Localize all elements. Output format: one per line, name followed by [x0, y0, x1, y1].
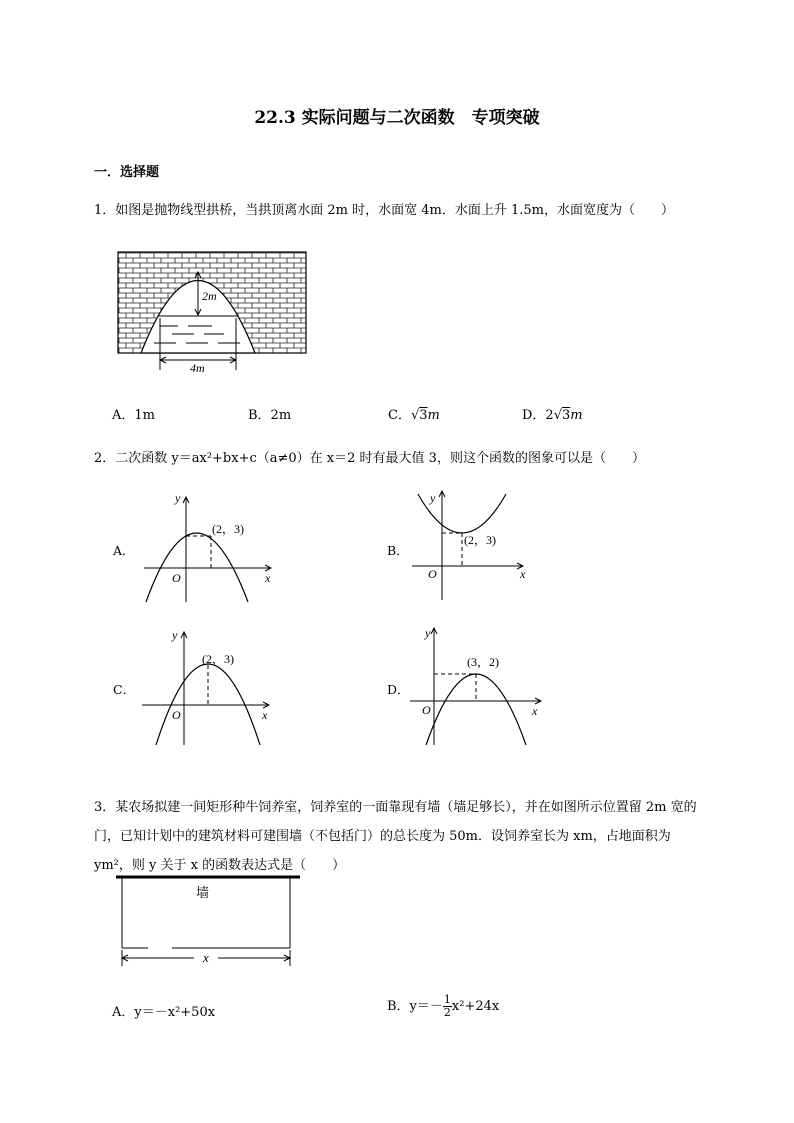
- q2-option-a-label[interactable]: A．: [113, 543, 135, 558]
- q2-option-c-label[interactable]: C．: [113, 682, 136, 697]
- q1-option-c-unit: m: [427, 408, 440, 423]
- origin-label: O: [428, 567, 437, 581]
- q3-option-a[interactable]: A．y＝－x²+50x: [112, 1005, 216, 1020]
- q3-option-b-prefix: B．y＝－: [387, 999, 443, 1014]
- y-axis-label: y: [175, 491, 181, 505]
- origin-label: O: [172, 708, 181, 722]
- length-label: x: [203, 950, 209, 965]
- vertex-label: (2，3): [212, 522, 244, 536]
- q1-option-b[interactable]: B．2m: [248, 408, 292, 423]
- x-axis-label: x: [532, 704, 538, 718]
- q2-graph-c[interactable]: [138, 627, 278, 745]
- pen-diagram: [112, 870, 304, 970]
- vertex-label: (2，3): [202, 652, 234, 666]
- width-label: 4m: [190, 361, 205, 375]
- x-axis-label: x: [520, 567, 526, 581]
- q1-option-d-label: D．2: [522, 408, 554, 423]
- x-axis-label: x: [262, 708, 268, 722]
- height-label: 2m: [202, 289, 217, 303]
- arch-bridge-figure: [112, 248, 312, 378]
- y-axis-label: y: [430, 491, 436, 505]
- q2-option-d-label[interactable]: D．: [387, 682, 410, 697]
- section-heading: 一．选择题: [94, 165, 160, 180]
- vertex-label: (2，3): [464, 533, 496, 547]
- origin-label: O: [172, 571, 181, 585]
- q2-option-b-label[interactable]: B．: [387, 543, 409, 558]
- fraction-numerator: 1: [443, 993, 451, 1006]
- y-axis-label: y: [172, 628, 178, 642]
- q1-option-c[interactable]: [388, 404, 440, 423]
- question-3-text: 3．某农场拟建一间矩形种牛饲养室，饲养室的一面靠现有墙（墙足够长），并在如图所示位置留 2m 宽的门，已知计划中的建筑材料可建围墙（不包括门）的总长度为 50m．设饲养室长为 xm，占地面积为 ym²，则 y 关于 x 的函数表达式是（ ）: [94, 800, 697, 873]
- q1-option-c-label: C．: [388, 408, 411, 423]
- y-axis-label: y: [425, 626, 431, 640]
- x-axis-label: x: [265, 571, 271, 585]
- q2-graph-a[interactable]: [138, 490, 278, 602]
- q1-option-d-unit: m: [570, 408, 583, 423]
- wall-label: 墙: [196, 885, 210, 900]
- page-title: 22.3 实际问题与二次函数 专项突破: [254, 108, 540, 128]
- q2-graph-b[interactable]: [408, 488, 538, 604]
- q1-option-a[interactable]: A．1m: [112, 408, 155, 423]
- q3-option-b[interactable]: [387, 994, 499, 1019]
- sqrt-sign: √: [553, 408, 562, 423]
- q3-option-b-suffix: x²+24x: [451, 999, 500, 1014]
- vertex-label: (3，2): [467, 655, 499, 669]
- question-1-text: 1．如图是抛物线型拱桥，当拱顶离水面 2m 时，水面宽 4m．水面上升 1.5m，水面宽度为（ ）: [94, 203, 674, 218]
- fraction-denominator: 2: [443, 1006, 451, 1019]
- q1-option-d-radicand: 3: [562, 408, 571, 423]
- q1-option-c-radicand: 3: [419, 408, 428, 423]
- q1-option-d[interactable]: [522, 404, 583, 423]
- fraction: [443, 994, 452, 1019]
- sqrt-sign: √: [410, 408, 420, 423]
- origin-label: O: [422, 703, 431, 717]
- q2-graph-d[interactable]: [408, 625, 548, 745]
- question-2-text: 2．二次函数 y＝ax²+bx+c（a≠0）在 x＝2 时有最大值 3，则这个函数的图象可以是（ ）: [94, 451, 645, 466]
